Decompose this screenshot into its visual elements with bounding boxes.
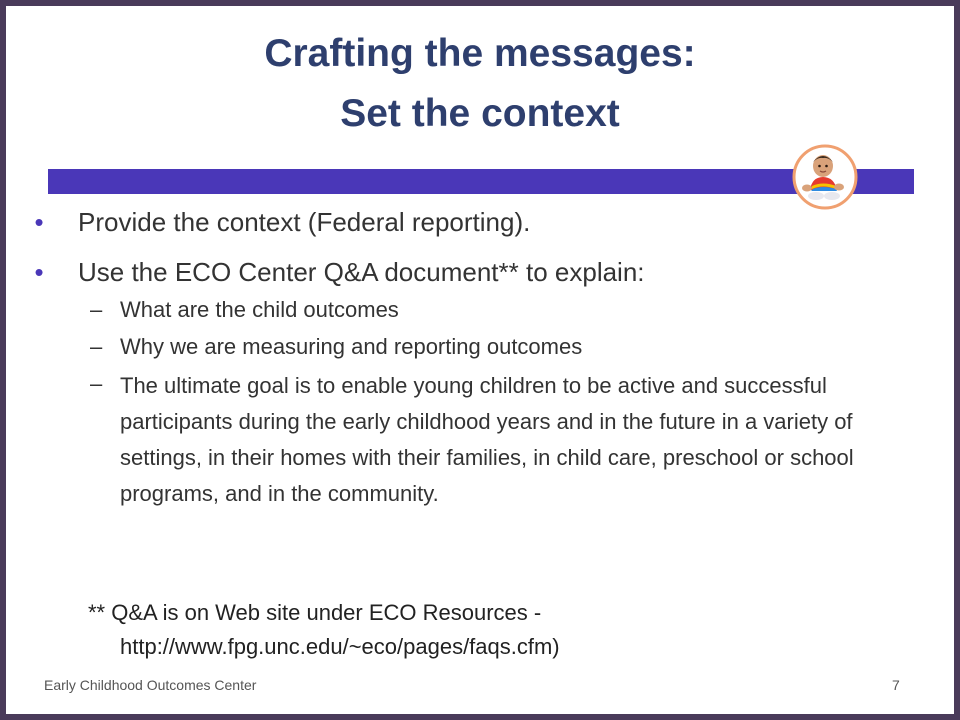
resource-note	[88, 596, 908, 664]
slide	[6, 6, 954, 714]
resource-url-link[interactable]: http://www.fpg.unc.edu/~eco/pages/faqs.cfm)	[120, 634, 560, 659]
dash-icon: –	[90, 297, 103, 322]
bullet-text: Provide the context (Federal reporting).	[78, 207, 531, 237]
footer-organization: Early Childhood Outcomes Center	[44, 677, 257, 693]
title-divider-bar	[48, 169, 914, 194]
page-number: 7	[892, 677, 900, 693]
sub-bullet-text: Why we are measuring and reporting outcomes	[120, 334, 583, 359]
bullet-dot-icon: •	[34, 257, 44, 287]
baby-photo-icon	[792, 144, 858, 210]
bullet-text: Use the ECO Center Q&A document** to explain:	[78, 257, 645, 287]
bullet-dot-icon: •	[34, 207, 44, 237]
dash-icon: –	[90, 334, 103, 359]
slide-title-line-2: Set the context	[340, 92, 620, 135]
sub-bullet-text: The ultimate goal is to enable young children to be active and successful participants during the early childhood years and in the future in a variety of settings, in their homes with their families, in child care, preschool or school programs, and in the community.	[120, 373, 854, 506]
slide-title-line-1: Crafting the messages:	[264, 32, 696, 75]
dash-icon: –	[90, 371, 103, 396]
note-text: ** Q&A is on Web site under ECO Resources -	[88, 600, 542, 625]
sub-bullet-text: What are the child outcomes	[120, 297, 399, 322]
